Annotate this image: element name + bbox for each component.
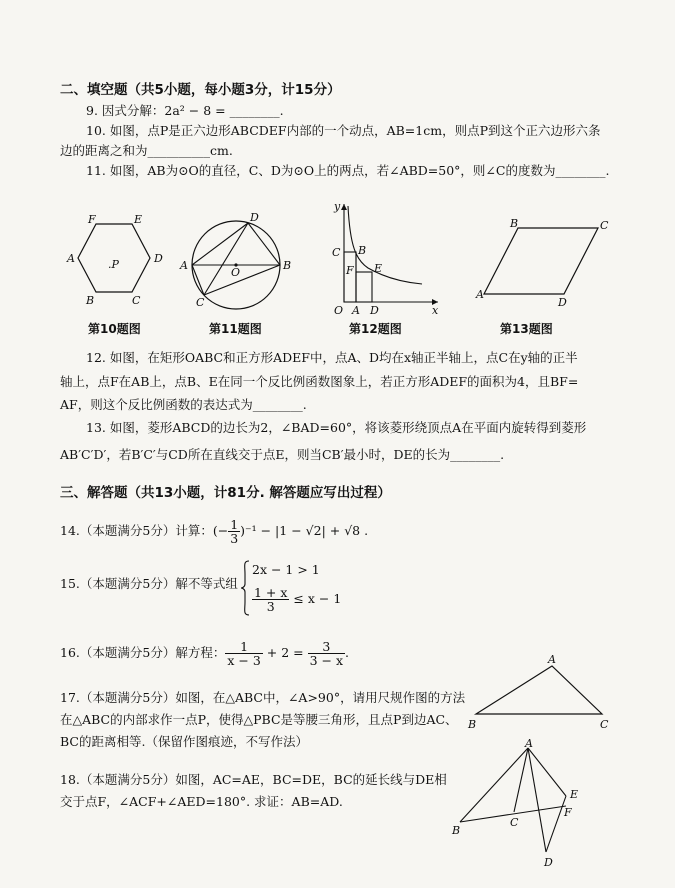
fig12-label-D: D [370,304,379,317]
section-heading-solutions: 三、解答题（共13小题，计81分. 解答题应写出过程） [60,485,391,501]
fig10-label-F: F [88,213,96,226]
question-18-line-2: 交于点F，∠ACF+∠AED=180°. 求证：AB=AD. [60,794,343,809]
figure-12-caption: 第12题图 [349,322,402,336]
fig13-label-C: C [600,219,609,232]
fig10-label-P: .P [108,258,119,271]
fig11-label-A: A [180,259,188,272]
question-18-line-1: 18.（本题满分5分）如图，AC=AE，BC=DE，BC的延长线与DE相 [60,772,447,787]
q16-prefix: 16.（本题满分5分）解方程： [60,645,226,660]
fig18-label-B: B [452,824,461,837]
q14-part-b: )⁻¹ − |1 − √2| + √8 . [240,523,369,538]
question-12-line-1: 12. 如图，在矩形OABC和正方形ADEF中，点A、D均在x轴正半轴上，点C在y轴的正半 [86,350,578,365]
fig12-label-E: E [374,262,383,275]
fig13-label-B: B [510,217,519,230]
fig11-label-B: B [283,259,292,272]
fig12-label-y: y [334,200,341,213]
figure-11-circle [180,210,296,315]
fig10-label-D: D [154,252,163,265]
figure-10-hexagon [66,212,176,312]
question-17-line-2: 在△ABC的内部求作一点P，使得△PBC是等腰三角形，且点P到边AC、 [60,712,458,727]
q15-brace [240,560,250,616]
section-heading-fill-in: 二、填空题（共5小题，每小题3分，计15分） [60,82,341,98]
q14-fraction-denominator: 3 [230,531,239,546]
question-14 [60,514,368,548]
figure-10-caption: 第10题图 [88,322,141,336]
fig17-label-A: A [548,653,556,666]
fig10-label-C: C [132,294,141,307]
fig11-label-C: C [196,296,205,309]
q15-inequality-2 [252,584,341,614]
q14-fraction [228,518,240,545]
question-10-line-2: 边的距离之和为__________cm. [60,143,233,158]
q15-fraction-denominator: 3 [266,599,275,614]
fig10-label-E: E [134,213,143,226]
q16-fraction-2-numerator: 3 [308,640,345,654]
q16-fraction-2-denominator: 3 − x [309,653,344,668]
fig18-label-D: D [544,856,553,869]
q14-prefix: 14.（本题满分5分）计算： [60,523,213,538]
fig12-label-x: x [432,304,439,317]
question-12-line-3: AF，则这个反比例函数的表达式为________. [60,397,307,412]
q16-fraction-2 [308,640,345,667]
question-17-line-1: 17.（本题满分5分）如图，在△ABC中，∠A>90°，请用尺规作图的方法 [60,690,466,705]
figure-11-caption: 第11题图 [209,322,262,336]
fig11-label-O: O [231,266,241,279]
fig18-label-A: A [525,737,533,750]
q15-inequality-1: 2x − 1 > 1 [252,562,320,577]
fig18-label-E: E [570,788,579,801]
question-15-prefix: 15.（本题满分5分）解不等式组 [60,576,238,591]
question-16 [60,636,349,670]
fig12-label-C: C [332,246,341,259]
q14-fraction-numerator: 1 [230,517,239,532]
question-13-line-1: 13. 如图，菱形ABCD的边长为2，∠BAD=60°，将该菱形绕顶点A在平面内旋转得到菱形 [86,420,587,435]
q15-fraction [252,586,289,613]
q15-inequality-2-rest: ≤ x − 1 [289,591,342,606]
fig13-label-A: A [476,288,484,301]
question-10-line-1: 10. 如图，点P是正六边形ABCDEF内部的一个动点，AB=1cm，则点P到这个正六边形六条 [86,123,601,138]
figure-13-caption: 第13题图 [500,322,553,336]
fig12-label-A: A [352,304,360,317]
fig18-label-C: C [510,816,519,829]
fig17-label-B: B [468,718,477,731]
fig10-label-B: B [86,294,95,307]
fig18-label-F: F [564,806,572,819]
q16-fraction-1-numerator: 1 [225,640,262,654]
q14-part-a: (− [212,523,229,538]
figure-18-diagram [452,737,592,870]
q16-end: . [345,645,349,660]
fig12-label-B: B [358,244,367,257]
fig12-label-F: F [346,264,354,277]
q16-fraction-1-denominator: x − 3 [227,653,261,668]
question-11: 11. 如图，AB为⊙O的直径，C、D为⊙O上的两点，若∠ABD=50°，则∠C的度数为________. [86,163,610,178]
figure-12-graph [326,196,446,316]
figure-17-triangle [468,652,618,732]
q15-fraction-numerator: 1 + x [254,585,288,600]
q16-fraction-1 [225,640,262,667]
question-9: 9. 因式分解：2a² − 8 = ________. [86,103,284,118]
question-12-line-2: 轴上，点F在AB上，点B、E在同一个反比例函数图象上，若正方形ADEF的面积为4，且BF= [60,374,579,389]
figure-13-rhombus [474,218,614,308]
question-17-line-3: BC的距离相等.（保留作图痕迹，不写作法） [60,734,308,749]
fig12-label-O: O [334,304,344,317]
fig11-label-D: D [250,211,259,224]
question-13-line-2: AB′C′D′，若B′C′与CD所在直线交于点E，则当CB′最小时，DE的长为________. [60,447,505,462]
fig10-label-A: A [67,252,75,265]
q16-middle: + 2 = [262,645,308,660]
fig13-label-D: D [558,296,567,309]
fig17-label-C: C [600,718,609,731]
